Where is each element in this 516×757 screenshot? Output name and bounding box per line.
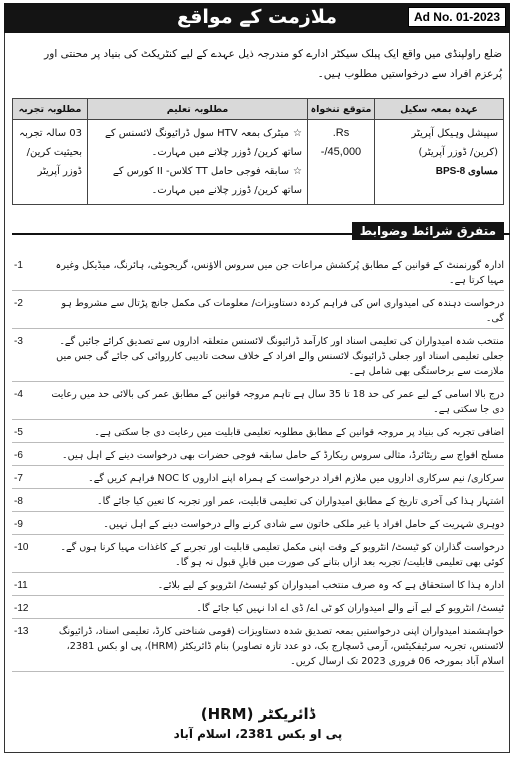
rule-item xyxy=(12,578,504,596)
rule-item xyxy=(12,448,504,466)
experience-cell: 03 سالہ تجربہ بحیثیت کرین/ ڈوزر آپریٹر xyxy=(13,120,88,205)
post-cell xyxy=(375,120,504,205)
rule-text: درخواست دہندہ کی امیدواری اس کی فراہم کردہ دستاویزات/ معلومات کی مکمل جانچ پڑتال سے مشروط ہو گی۔ xyxy=(61,298,504,324)
rule-number: 1- xyxy=(14,260,23,271)
salary-currency: Rs. xyxy=(332,127,350,139)
education-cell xyxy=(88,120,308,205)
table-row xyxy=(13,120,504,205)
rule-item xyxy=(12,334,504,382)
rule-item xyxy=(12,387,504,420)
rule-text: سرکاری/ نیم سرکاری اداروں میں ملازم افراد درخواست کے ہمراہ اپنے اداروں کا NOC فراہم کریں گے۔ xyxy=(88,473,504,484)
rule-item xyxy=(12,517,504,535)
rule-item xyxy=(12,494,504,512)
section-title: متفرق شرائط وضوابط xyxy=(352,222,504,240)
rule-item xyxy=(12,601,504,619)
table-header-row xyxy=(13,99,504,120)
education-item xyxy=(93,124,302,162)
rules-list xyxy=(12,258,504,677)
post-name: سپیشل وہیکل آپریٹر xyxy=(411,128,498,139)
rule-number: 4- xyxy=(14,389,23,400)
ad-number: Ad No. 01-2023 xyxy=(408,7,506,27)
rule-number: 13- xyxy=(14,626,29,637)
rule-number: 7- xyxy=(14,473,23,484)
rule-number: 10- xyxy=(14,542,29,553)
jobs-table xyxy=(12,98,504,205)
header-experience: مطلوبہ تجربہ xyxy=(13,99,88,120)
rule-text: منتخب شدہ امیدواران کی تعلیمی اسناد اور کارآمد ڈرائیونگ لائسنس متعلقہ اداروں سے تصدیق کرائے جائیں گے۔ جعلی تعلیمی اسناد اور جعلی ڈرائیونگ لائسنس والے افراد کے خلاف سخت تادیبی کارروائی کی جائے گی جس میں ملازمت سے برخاستگی بھی شامل ہے۔ xyxy=(56,336,504,377)
post-scale: مساوی BPS-8 xyxy=(435,166,498,177)
rule-number: 3- xyxy=(14,336,23,347)
rule-number: 6- xyxy=(14,450,23,461)
education-text: میٹرک بمعہ HTV سول ڈرائیونگ لائسنس کے ساتھ کرین/ ڈوزر چلانے میں مہارت۔ xyxy=(105,128,302,158)
ad-title: ملازمت کے مواقع xyxy=(176,6,338,28)
post-subtitle: (کرین/ ڈوزر آپریٹر) xyxy=(418,147,498,158)
rule-item xyxy=(12,425,504,443)
salary-cell xyxy=(308,120,375,205)
rule-text: خواہشمند امیدواران اپنی درخواستیں بمعہ تصدیق شدہ دستاویزات (قومی شناختی کارڈ، تعلیمی اسناد، ڈرائیونگ لائسنس، تجربہ سرٹیفکیٹس، آرمی ڈسچارج بک، دو عدد تازہ تصاویر) بنام ڈائریکٹر (HRM)، پی او بکس 2381، اسلام آباد بمورخہ 06 فروری 2023 تک ارسال کریں۔ xyxy=(58,626,504,667)
rule-text: ادارہ گورنمنٹ کے قوانین کے مطابق پُرکشش مراعات جن میں سروس الاؤنس، گریجویٹی، ہائرنگ، میڈیکل وغیرہ مہیا کرتا ہے۔ xyxy=(55,260,504,286)
rule-text: درج بالا اسامی کے لیے عمر کی حد 18 تا 35 سال ہے تاہم مروجہ قوانین کے مطابق عمر کی بالائی حد میں رعایت دی جا سکتی ہے۔ xyxy=(51,389,504,415)
salary-amount: 45,000/- xyxy=(320,146,362,158)
rule-item xyxy=(12,540,504,573)
education-item xyxy=(93,162,302,200)
star-icon: ☆ xyxy=(293,166,302,177)
rule-item xyxy=(12,258,504,291)
rule-item xyxy=(12,296,504,329)
intro-text: ضلع راولپنڈی میں واقع ایک پبلک سیکٹر ادارے کو مندرجہ ذیل عہدے کے لیے کنٹریکٹ کی بنیاد پر محنتی اور پُرعزم افراد سے درخواستیں مطلوب ہیں۔ xyxy=(44,48,502,80)
rule-number: 8- xyxy=(14,496,23,507)
star-icon: ☆ xyxy=(293,128,302,139)
education-text: سابقہ فوجی حامل TT کلاس- II کورس کے ساتھ کرین/ ڈوزر چلانے میں مہارت۔ xyxy=(112,166,302,196)
header-salary: متوقع تنخواہ xyxy=(308,99,375,120)
rule-text: درخواست گذاران کو ٹیسٹ/ انٹرویو کے وقت اپنی مکمل تعلیمی قابلیت اور تجربے کے کاغذات مہیا کرنا ہوں گے۔ کوئی بھی تعلیمی قابلیت/ تجربہ بعد ازاں بتانے کی صورت میں قابلِ قبول نہ ہو گا۔ xyxy=(60,542,504,568)
footer-address: پی او بکس 2381، اسلام آباد xyxy=(173,727,343,741)
header-education: مطلوبہ تعلیم xyxy=(88,99,308,120)
title-bar xyxy=(4,3,510,33)
rule-text: اضافی تجربہ کی بنیاد پر مروجہ قوانین کے مطابق مطلوبہ تعلیمی قابلیت میں رعایت دی جا سکتی ہے۔ xyxy=(94,427,504,438)
rule-number: 11- xyxy=(14,580,28,591)
rule-number: 5- xyxy=(14,427,23,438)
rule-text: دوہری شہریت کے حامل افراد یا غیر ملکی خاتون سے شادی کرنے والے درخواست دینے کے اہل نہیں۔ xyxy=(103,519,504,530)
footer-director: ڈائریکٹر (HRM) xyxy=(200,705,316,723)
rule-item xyxy=(12,624,504,672)
rule-number: 12- xyxy=(14,603,29,614)
rule-text: ادارہ ہذا کا استحقاق ہے کہ وہ صرف منتخب امیدواران کو ٹیسٹ/ انٹرویو کے لیے بلائے۔ xyxy=(157,580,504,591)
rule-text: ٹیسٹ/ انٹرویو کے لیے آنے والے امیدواران کو ٹی اے/ ڈی اے ادا نہیں کیا جائے گا۔ xyxy=(196,603,504,614)
rule-text: اشتہار ہذا کی آخری تاریخ کے مطابق امیدواران کی تعلیمی قابلیت، عمر اور تجربہ کا تعین کیا جائے گا۔ xyxy=(96,496,504,507)
rule-number: 9- xyxy=(14,519,23,530)
rule-item xyxy=(12,471,504,489)
rule-text: مسلح افواج سے ریٹائرڈ، مثالی سروس ریکارڈ کے حامل سابقہ فوجی حضرات بھی درخواست دینے کے اہل ہیں۔ xyxy=(62,450,504,461)
rule-number: 2- xyxy=(14,298,23,309)
header-post: عہدہ بمعہ سکیل xyxy=(375,99,504,120)
